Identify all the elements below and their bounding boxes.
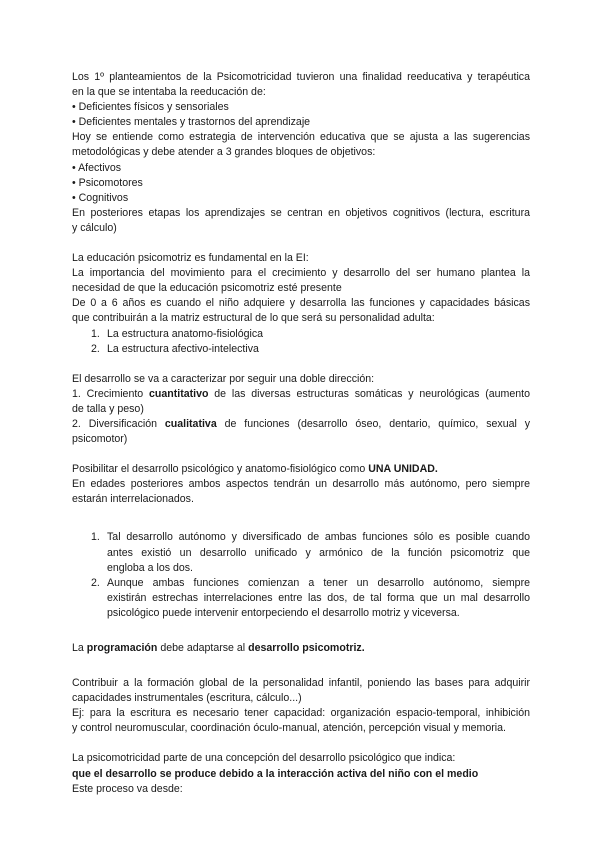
paragraph-conception: [72, 751, 530, 796]
paragraph-psychomotor-education: [72, 251, 530, 357]
numbered-item: [72, 530, 530, 545]
item-number: 2.: [91, 342, 100, 355]
text-span: La: [72, 642, 87, 654]
item-number: 1.: [91, 327, 100, 340]
bold-term: desarrollo psicomotriz.: [248, 642, 365, 654]
item-text: La estructura anatomo-fisiológica: [107, 327, 264, 340]
bold-term: programación: [86, 642, 158, 654]
text-line: estarán interrelacionados.: [72, 493, 194, 506]
bold-term: cuantitativo: [149, 387, 209, 400]
bold-term: cualitativa: [164, 417, 217, 430]
list-item: • Cognitivos: [72, 191, 129, 204]
item-continuation: engloba a los dos.: [107, 561, 193, 574]
list-item: • Deficientes mentales y trastornos del aprendizaje: [72, 116, 311, 129]
text-line: La psicomotricidad parte de una concepción del desarrollo psicológico que indica:: [72, 752, 456, 765]
text-line: Este proceso va desde:: [72, 782, 183, 795]
text-line: La importancia del movimiento para el crecimiento y desarrollo del ser humano plantea la: [72, 267, 530, 280]
list-item: • Psicomotores: [72, 176, 143, 189]
text-line: [72, 462, 530, 477]
text-line: De 0 a 6 años es cuando el niño adquiere y desarrolla las funciones y capacidades básicas: [72, 297, 530, 310]
text-line: En edades posteriores ambos aspectos tendrán un desarrollo más autónomo, pero siempre: [72, 478, 530, 491]
paragraph-unity: [72, 462, 530, 507]
text-line: El desarrollo se va a caracterizar por seguir una doble dirección:: [72, 372, 375, 385]
item-text: Tal desarrollo autónomo y diversificado de ambas funciones sólo es posible cuando: [107, 531, 530, 544]
text-span: debe adaptarse al: [157, 642, 249, 654]
text-line: Contribuir a la formación global de la personalidad infantil, poniendo las bases para adquirir: [72, 677, 530, 690]
text-line: capacidades instrumentales (escritura, cálculo...): [72, 692, 302, 705]
text-span: 1. Crecimiento: [72, 387, 149, 400]
text-span: Posibilitar el desarrollo psicológico y anatomo-fisiológico como: [72, 463, 369, 476]
item-number: 2.: [91, 576, 100, 589]
bold-term: que el desarrollo se produce debido a la interacción activa del niño con el medio: [72, 767, 479, 780]
text-line: [72, 417, 530, 432]
text-line: [72, 387, 530, 402]
numbered-list-functions: [72, 530, 530, 621]
paragraph-development-direction: [72, 372, 530, 447]
item-number: 1.: [91, 531, 100, 544]
item-text: La estructura afectivo-intelectiva: [107, 342, 259, 355]
text-line: en la que se intentaba la reeducación de:: [72, 86, 266, 99]
text-line: necesidad de que la educación psicomotriz esté presente: [72, 282, 342, 295]
item-continuation: existirán estrechas interrelaciones entre las dos, de tal forma que un mal desarrollo: [107, 591, 530, 604]
numbered-item: [72, 342, 530, 357]
text-line: metodológicas y debe atender a 3 grandes bloques de objetivos:: [72, 146, 376, 159]
list-item: • Deficientes físicos y sensoriales: [72, 101, 229, 114]
item-continuation: psicológico puede intervenir entorpeciendo el desarrollo motriz y viceversa.: [107, 606, 460, 619]
text-span: de funciones (desarrollo óseo, dentario, químico, sexual y: [216, 417, 531, 430]
text-line: Los 1º planteamientos de la Psicomotricidad tuvieron una finalidad reeducativa y terapéutica: [72, 71, 530, 83]
text-span: de las diversas estructuras somáticas y neurológicas (aumento: [208, 387, 530, 400]
bold-term: UNA UNIDAD.: [368, 463, 438, 476]
text-line: Ej: para la escritura es necesario tener capacidad: organización espacio-temporal, inhibición: [72, 707, 530, 720]
text-line: psicomotor): [72, 433, 128, 446]
text-line: Hoy se entiende como estrategia de intervención educativa que se ajusta a las sugerencias: [72, 131, 530, 144]
paragraph-origins: [72, 70, 530, 236]
text-span: 2. Diversificación: [72, 417, 165, 430]
text-line: que contribuirán a la matriz estructural de lo que será su personalidad adulta:: [72, 312, 435, 325]
text-line: de talla y peso): [72, 402, 144, 415]
text-line: La educación psicomotriz es fundamental en la EI:: [72, 252, 309, 265]
programming-statement: [72, 641, 530, 656]
text-line: En posteriores etapas los aprendizajes se centran en objetivos cognitivos (lectura, escritura: [72, 206, 530, 219]
bold-statement: [72, 767, 530, 782]
item-text: Aunque ambas funciones comienzan a tener un desarrollo autónomo, siempre: [107, 576, 530, 589]
item-continuation: antes existió un desarrollo unificado y armónico de la función psicomotriz que: [107, 546, 530, 559]
paragraph-global-formation: [72, 676, 530, 736]
numbered-item: [72, 327, 530, 342]
list-item: • Afectivos: [72, 161, 122, 174]
text-line: y cálculo): [72, 221, 117, 234]
text-line: y control neuromuscular, coordinación óculo-manual, atención, percepción visual y memoria.: [72, 722, 506, 735]
numbered-item: [72, 576, 530, 591]
